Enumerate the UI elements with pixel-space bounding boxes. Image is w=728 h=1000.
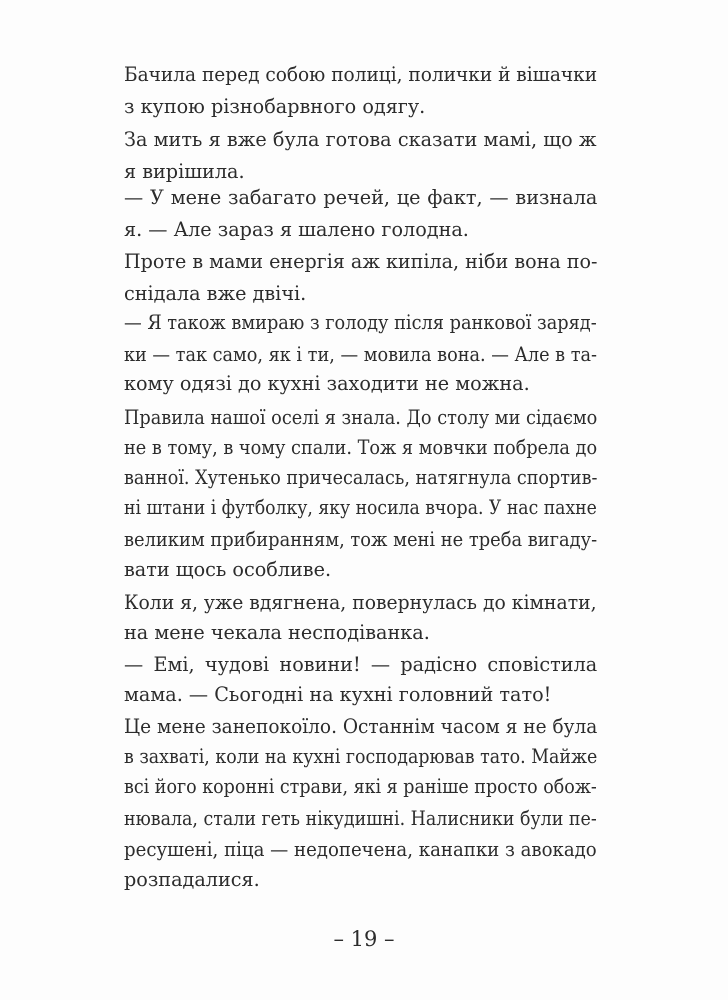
text-line: ресушені, піца — недопечена, канапки з авокадо [124,838,597,861]
text-line: розпадалися. [124,868,260,891]
text-line: За мить я вже була готова сказати мамі, що ж [124,128,597,151]
text-line: ні штани і футболку, яку носила вчора. У нас пахне [124,496,597,519]
text-line: в захваті, коли на кухні господарював тато. Майже [124,745,598,768]
text-line: я. — Але зараз я шалено голодна. [124,218,469,241]
text-line: на мене чекала несподіванка. [124,621,430,644]
page-number: – 19 – [333,927,395,951]
text-line: всі його коронні страви, які я раніше просто обож- [124,775,597,798]
text-line: — У мене забагато речей, це факт, — визнала [124,186,598,209]
text-line: я вирішила. [124,160,245,183]
text-line: — Емі, чудові новини! — радісно сповістила [124,653,598,676]
text-line: не в тому, в чому спали. Тож я мовчки побрела до [124,436,598,459]
text-line: снідала вже двічі. [124,282,307,305]
text-line: Правила нашої оселі я знала. До столу ми сідаємо [124,406,598,429]
text-line: ки — так само, як і ти, — мовила вона. — Але в та- [124,343,597,366]
text-line: з купою різнобарвного одягу. [124,95,426,118]
text-line: мама. — Сьогодні на кухні головний тато! [124,683,552,706]
text-line: ванної. Хутенько причесалась, натягнула спортив- [124,466,598,489]
text-line: кому одязі до кухні заходити не можна. [124,372,530,395]
text-line: великим прибиранням, тож мені не треба вигаду- [124,528,598,551]
text-line: — Я також вмираю з голоду після ранкової заряд- [124,311,597,334]
text-line: Проте в мами енергія аж кипіла, ніби вона по- [124,250,598,273]
text-line: Коли я, уже вдягнена, повернулась до кімнати, [124,591,597,614]
text-line: вати щось особливе. [124,558,332,581]
text-line: Бачила перед собою полиці, полички й вішачки [124,63,598,86]
text-line: Це мене занепокоїло. Останнім часом я не була [124,715,598,738]
text-line: нювала, стали геть нікудишні. Налисники були пе- [124,807,597,830]
